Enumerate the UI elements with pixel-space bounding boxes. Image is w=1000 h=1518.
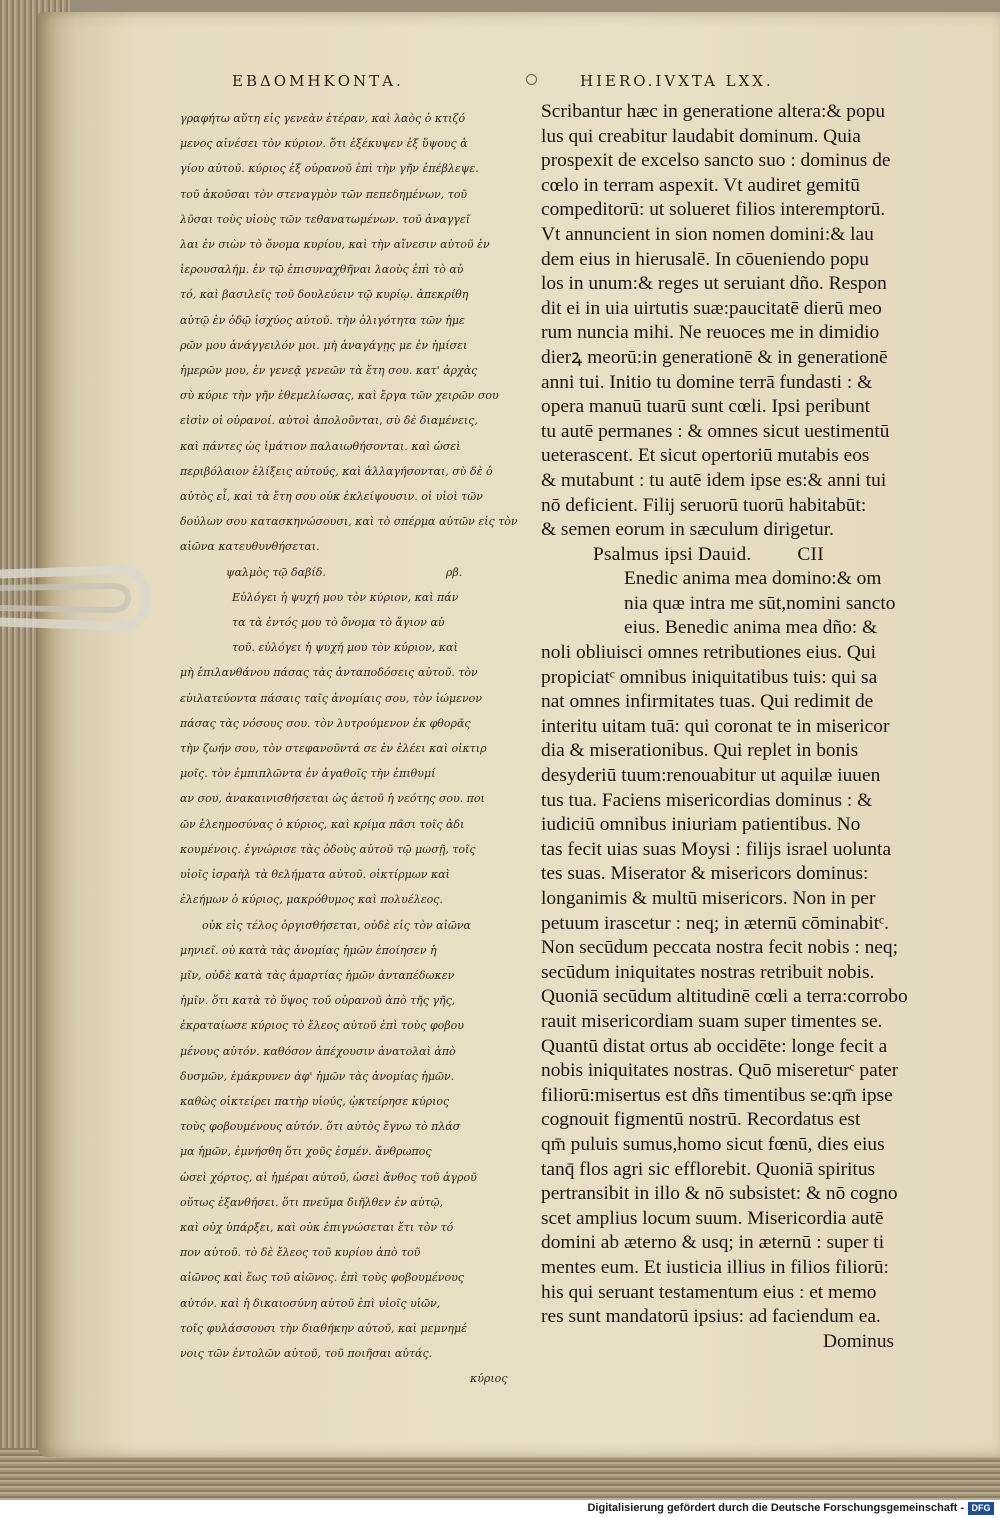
latin-text-line: Quoniā secūdum altitudinē cœli a terra:corrobo: [541, 986, 908, 1008]
greek-text-line: εἰσὶν οἱ οὐρανοί. αὐτοὶ ἀπολοῦνται, σὺ δὲ διαμένεις,: [180, 414, 478, 428]
latin-text-line: dierꝝ meorū:in generationē & in generationē: [541, 346, 888, 368]
greek-text-line: μα ἡμῶν, ἐμνήσθη ὅτι χοῦς ἐσμέν. ἄνθρωπος: [180, 1145, 432, 1159]
greek-psalm-heading: [180, 560, 525, 585]
greek-text-line: μενος αἰνέσει τὸν κύριον. ὅτι ἐξέκυψεν ἐξ ὕψους ἁ: [180, 137, 468, 151]
latin-text-line: dit ei in uia uirtutis suæ:paucitatē dierū meo: [541, 297, 882, 319]
latin-text-line: domini ab æterno & usq; in æternū : super ti: [541, 1232, 885, 1254]
running-head-latin: HIERO.IVXTA LXX.: [580, 72, 774, 90]
latin-text-line: Quantū distat ortus ab occidēte: longe fecit a: [541, 1035, 888, 1057]
greek-text-line: γραφήτω αὕτη εἰς γενεὰν ἑτέραν, καὶ λαὸς ὁ κτιζό: [180, 112, 466, 125]
greek-psalm-title: ψαλμὸς τῷ δαβίδ.: [226, 565, 326, 579]
latin-text-line: nia quæ intra me sūt,nomini sancto: [624, 592, 896, 614]
greek-text-line: τα τὰ ἐντός μου τὸ ὄνομα τὸ ἅγιον αὐ: [232, 616, 445, 630]
latin-text-line: petuum irascetur : neq; in æternū cōminabitᶜ.: [541, 912, 889, 934]
latin-text-line: rum nuncia mihi. Ne reuoces me in dimidio: [541, 322, 880, 344]
latin-text-line: eius. Benedic anima mea dño: &: [624, 617, 878, 639]
greek-text-line: τοῦ ἀκοῦσαι τὸν στεναγμὸν τῶν πεπεδημένων, τοῦ: [180, 187, 468, 201]
greek-text-line: κουμένοις. ἐγνώρισε τὰς ὁδοὺς αὐτοῦ τῷ μωσῇ, τοῖς: [180, 842, 476, 856]
greek-text-line: αὐτόν. καὶ ἡ δικαιοσύνη αὐτοῦ ἐπὶ υἱοῖς υἱῶν,: [180, 1296, 441, 1310]
latin-text-line: Non secūdum peccata nostra fecit nobis : neq;: [541, 937, 898, 959]
latin-text-line: Scribantur hæc in generatione altera:& popu: [541, 101, 886, 122]
greek-text-line: καὶ οὐχ ὑπάρξει, καὶ οὐκ ἐπιγνώσεται ἔτι τὸν τό: [180, 1220, 454, 1234]
greek-text-line: τὴν ζωήν σου, τὸν στεφανοῦντά σε ἐν ἐλέει καὶ οἰκτιρ: [180, 742, 487, 756]
latin-text-line: ueterascent. Et sicut opertoriū mutabis eos: [541, 445, 870, 467]
latin-psalm-number: CII: [797, 543, 824, 565]
latin-text-line: res sunt mandatorū ipsius: ad faciendum ea.: [541, 1306, 881, 1328]
greek-text-line: ἡμῖν. ὅτι κατὰ τὸ ὕψος τοῦ οὐρανοῦ ἀπὸ τῆς γῆς,: [180, 994, 456, 1008]
greek-text-line: τοὺς φοβουμένους αὐτόν. ὅτι αὐτὸς ἔγνω τὸ πλάσ: [180, 1120, 461, 1134]
greek-text-line: οὐκ εἰς τέλος ὀργισθήσεται, οὐδὲ εἰς τὸν αἰῶνα: [202, 918, 471, 932]
greek-text-line: αἰῶνα κατευθυνθήσεται.: [180, 540, 320, 554]
greek-text-line: πον αὐτοῦ. τὸ δὲ ἔλεος τοῦ κυρίου ἀπὸ τοῦ: [180, 1246, 421, 1260]
latin-text-line: & semen eorum in sæculum dirigetur.: [541, 519, 834, 541]
greek-text-line: οὕτως ἐξανθήσει. ὅτι πνεῦμα διῆλθεν ἐν αὐτῷ,: [180, 1195, 444, 1209]
latin-text-line: interitu uitam tuā: qui coronat te in misericor: [541, 715, 890, 737]
latin-text-line: nat omnes infirmitates tuas. Qui redimit de: [541, 691, 874, 713]
greek-text-line: σὺ κύριε τὴν γῆν ἐθεμελίωσας, καὶ ἔργα τῶν χειρῶν σου: [180, 389, 499, 403]
latin-text-line: Enedic anima mea domino:& om: [624, 568, 882, 590]
latin-text-line: rauit misericordiam suam super timentes se.: [541, 1010, 883, 1032]
greek-text-line: αὐτὸς εἶ, καὶ τὰ ἔτη σου οὐκ ἐκλείψουσιν. οἱ υἱοὶ τῶν: [180, 490, 483, 504]
latin-text-line: scet amplius locum suum. Misericordia autē: [541, 1207, 884, 1229]
greek-text-line: μοῖς. τὸν ἐμπιπλῶντα ἐν ἀγαθοῖς τὴν ἐπιθυμί: [180, 767, 436, 781]
latin-text-line: propiciatᶜ omnibus iniquitatibus tuis: qui sa: [541, 666, 878, 688]
greek-text-line: αν σου, ἀνακαινισθήσεται ὡς ἀετοῦ ἡ νεότης σου. ποι: [180, 792, 485, 806]
latin-column: [541, 100, 909, 1354]
greek-text-line: τό, καὶ βασιλεῖς τοῦ δουλεύειν τῷ κυρίῳ. ἀπεκρίθη: [180, 288, 469, 302]
latin-text-line: pertransibit in illo & nō subsistet: & nō cogno: [541, 1183, 898, 1205]
latin-text-line: tas fecit uias suas Moysi : filijs israel uolunta: [541, 838, 892, 860]
greek-text-line: εὐιλατεύοντα πάσαις ταῖς ἀνομίαις σου, τὸν ἰώμενον: [180, 691, 482, 705]
latin-text-line: noli obliuisci omnes retributiones eius. Qui: [541, 642, 876, 664]
latin-text-line: secūdum iniquitates nostras retribuit nobis.: [541, 961, 875, 983]
greek-catchword: κύριος: [470, 1372, 508, 1386]
greek-text-line: ρῶν μου ἀνάγγειλόν μοι. μὴ ἀναγάγῃς με ἐν ἡμίσει: [180, 338, 468, 352]
greek-text-line: καὶ πάντες ὡς ἱμάτιον παλαιωθήσονται. καὶ ὡσεὶ: [180, 439, 461, 453]
latin-text-line: filiorū:misertus est dñs timentibus se:qm̄ ipse: [541, 1084, 893, 1106]
greek-text-line: ἐλεήμων ὁ κύριος, μακρόθυμος καὶ πολυέλεος.: [180, 893, 443, 907]
greek-text-line: περιβόλαιον ἑλίξεις αὐτούς, καὶ ἀλλαγήσονται, σὺ δὲ ὁ: [180, 464, 493, 478]
folio-mark: [526, 74, 537, 85]
latin-text-line: dem eius in hierusalē. In cōueniendo popu: [541, 248, 869, 270]
latin-text-line: & mutabunt : tu autē idem ipse es:& anni tui: [541, 469, 887, 491]
greek-text-line: μηνιεῖ. οὐ κατὰ τὰς ἀνομίας ἡμῶν ἐποίησεν ἡ: [180, 943, 437, 957]
latin-text-line: longanimis & multū misericors. Non in per: [541, 888, 876, 909]
greek-text-line: τοῦ. εὐλόγει ἡ ψυχή μου τὸν κύριον, καὶ: [232, 641, 458, 655]
greek-text-line: νοις τῶν ἐντολῶν αὐτοῦ, τοῦ ποιῆσαι αὐτάς.: [180, 1346, 433, 1360]
dfg-logo: DFG: [968, 1502, 994, 1515]
latin-psalm-heading: [541, 543, 909, 568]
greek-text-line: λῦσαι τοὺς υἱοὺς τῶν τεθανατωμένων. τοῦ ἀναγγεῖ: [180, 212, 471, 226]
latin-text-line: mentes eum. Et iusticia illius in filios filiorū:: [541, 1256, 889, 1278]
greek-text-line: ῶν ἐλεημοσύνας ὁ κύριος, καὶ κρίμα πᾶσι τοῖς ἀδι: [180, 817, 465, 831]
greek-text-line: αἰῶνος καὶ ἕως τοῦ αἰῶνος. ἐπὶ τοὺς φοβουμένους: [180, 1271, 464, 1285]
latin-text-line: nō deficient. Filij seruorū tuorū habitabūt:: [541, 494, 867, 516]
greek-text-line: Εὐλόγει ἡ ψυχή μου τὸν κύριον, καὶ πάν: [232, 590, 459, 604]
latin-text-line: cœlo in terram aspexit. Vt audiret gemitū: [541, 174, 860, 196]
latin-text-line: qm̄ puluis sumus,homo sicut fœnū, dies eius: [541, 1133, 885, 1155]
latin-text-line: dia & miserationibus. Qui replet in bonis: [541, 740, 859, 762]
greek-text-line: πάσας τὰς νόσους σου. τὸν λυτρούμενον ἐκ φθορᾶς: [180, 716, 471, 730]
greek-text-line: μῖν, οὐδὲ κατὰ τὰς ἁμαρτίας ἡμῶν ἀνταπέδωκεν: [180, 968, 455, 982]
greek-text-line: μὴ ἐπιλανθάνου πάσας τὰς ἀνταποδόσεις αὐτοῦ. τὸν: [180, 666, 478, 680]
latin-text-line: lus qui creabitur laudabit dominum. Quia: [541, 125, 861, 147]
greek-column: [180, 106, 525, 1391]
latin-text-line: Vt annuncient in sion nomen domini:& lau: [541, 223, 874, 245]
greek-text-line: ὡσεὶ χόρτος, αἱ ἡμέραι αὐτοῦ, ὡσεὶ ἄνθος τοῦ ἀγροῦ: [180, 1170, 477, 1184]
greek-text-line: μένους αὐτόν. καθόσον ἀπέχουσιν ἀνατολαὶ ἀπὸ: [180, 1044, 456, 1058]
latin-text-line: nobis iniquitates nostras. Quō misereturᶜ pater: [541, 1060, 899, 1082]
greek-text-line: υἱοῖς ἰσραὴλ τὰ θελήματα αὐτοῦ. οἰκτίρμων καὶ: [180, 868, 450, 882]
greek-text-line: δυσμῶν, ἐμάκρυνεν ἀφ' ἡμῶν τὰς ἀνομίας ἡμῶν.: [180, 1069, 455, 1083]
greek-text-line: αὐτῷ ἐν ὁδῷ ἰσχύος αὐτοῦ. τὴν ὀλιγότητα τῶν ἡμε: [180, 313, 465, 327]
greek-text-line: ἱερουσαλήμ. ἐν τῷ ἐπισυναχθῆναι λαοὺς ἐπὶ τὸ αὐ: [180, 263, 464, 277]
running-head-greek: ΕΒΔΟΜΗΚΟΝΤΑ.: [232, 72, 404, 90]
latin-text-line: opera manuū tuarū sunt cœli. Ipsi peribunt: [541, 396, 871, 418]
latin-text-line: prospexit de excelso sancto suo : dominus de: [541, 150, 891, 172]
latin-text-line: his qui seruant testamentum eius : et memo: [541, 1281, 877, 1303]
latin-text-line: anni tui. Initio tu domine terrā fundasti : &: [541, 371, 873, 393]
latin-catchword: Dominus: [823, 1330, 895, 1352]
latin-text-line: tu autē permanes : & omnes sicut uestimentū: [541, 420, 890, 442]
greek-text-line: δούλων σου κατασκηνώσουσι, καὶ τὸ σπέρμα αὐτῶν εἰς τὸν: [180, 515, 518, 529]
latin-text-line: los in unum:& reges ut seruiant dño. Respon: [541, 273, 887, 295]
greek-text-line: ἐκραταίωσε κύριος τὸ ἔλεος αὐτοῦ ἐπὶ τοὺς φοβου: [180, 1019, 464, 1033]
greek-text-line: γίου αὐτοῦ. κύριος ἐξ οὐρανοῦ ἐπὶ τὴν γῆν ἐπέβλεψε.: [180, 162, 479, 176]
greek-psalm-number: ρβ.: [445, 565, 463, 579]
latin-text-line: cognouit figmentū nostrū. Recordatus est: [541, 1109, 861, 1131]
footer-credit: Digitalisierung gefördert durch die Deutsche Forschungsgemeinschaft -: [587, 1502, 964, 1514]
latin-text-line: tanq̄ flos agri sic efflorebit. Quoniā spiritus: [541, 1158, 876, 1180]
greek-text-line: καθὼς οἰκτείρει πατὴρ υἱούς, ᾠκτείρησε κύριος: [180, 1094, 450, 1108]
latin-text-line: tes suas. Miserator & misericors dominus:: [541, 863, 869, 885]
latin-psalm-title: Psalmus ipsi Dauid.: [593, 543, 752, 565]
greek-text-line: ἡμερῶν μου, ἐν γενεᾷ γενεῶν τὰ ἔτη σου. κατ' ἀρχὰς: [180, 364, 478, 378]
greek-text-line: λαι ἐν σιὼν τὸ ὄνομα κυρίου, καὶ τὴν αἴνεσιν αὐτοῦ ἐν: [180, 238, 490, 252]
latin-text-line: compeditorū: ut solueret filios interemptorū.: [541, 199, 886, 221]
latin-text-line: desyderiū tuum:renouabitur ut aquilæ iuuen: [541, 765, 881, 787]
greek-text-line: τοῖς φυλάσσουσι τὴν διαθήκην αὐτοῦ, καὶ μεμνημέ: [180, 1321, 468, 1335]
latin-text-line: tus tua. Faciens misericordias dominus : &: [541, 789, 873, 811]
paper-clip-icon: [0, 562, 150, 636]
latin-text-line: iudiciū omnibus iniuriam patientibus. No: [541, 814, 861, 836]
